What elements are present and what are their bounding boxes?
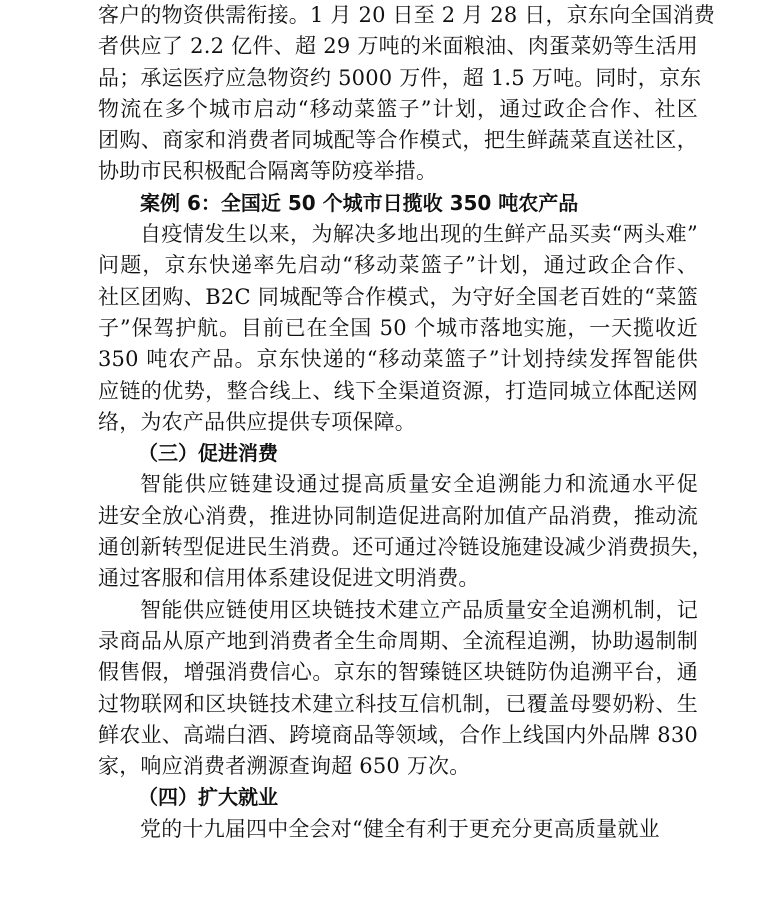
section-4-heading: （四）扩大就业 — [138, 785, 278, 810]
text-line: 鲜农业、高端白酒、跨境商品等领域，合作上线国内外品牌 830 — [98, 722, 698, 747]
text-line: 物流在多个城市启动“移动菜篮子”计划，通过政企合作、社区 — [98, 96, 698, 121]
text-line: 350 吨农产品。京东快递的“移动菜篮子”计划持续发挥智能供 — [98, 347, 698, 372]
text-line: 通创新转型促进民生消费。还可通过冷链设施建设减少消费损失， — [98, 535, 713, 560]
paragraph-consumption — [98, 469, 713, 594]
text-line: 者供应了 2.2 亿件、超 29 万吨的米面粮油、肉蛋菜奶等生活用 — [98, 34, 698, 59]
text-line: 品；承运医疗应急物资约 5000 万件，超 1.5 万吨。同时，京东 — [98, 65, 702, 90]
text-line: 智能供应链建设通过提高质量安全追溯能力和流通水平促 — [140, 472, 698, 497]
text-line: 过物联网和区块链技术建立科技互信机制，已覆盖母婴奶粉、生 — [98, 691, 698, 716]
document-page — [98, 0, 716, 845]
text-line: 智能供应链使用区块链技术建立产品质量安全追溯机制，记 — [140, 597, 698, 622]
text-line: 通过客服和信用体系建设促进文明消费。 — [98, 566, 480, 591]
text-line: 党的十九届四中全会对“健全有利于更充分更高质量就业 — [140, 816, 660, 841]
text-line: 客户的物资供需衔接。1 月 20 日至 2 月 28 日，京东向全国消费 — [98, 3, 716, 27]
paragraph-blockchain — [98, 595, 698, 783]
text-line: 应链的优势，整合线上、线下全渠道资源，打造同城立体配送网 — [98, 378, 698, 403]
text-line: 络，为农产品供应提供专项保障。 — [98, 409, 416, 434]
case-6-heading: 案例 6：全国近 50 个城市日揽收 350 吨农产品 — [140, 190, 579, 215]
text-line: 进安全放心消费，推进协同制造促进高附加值产品消费，推动流 — [98, 503, 698, 528]
text-line: 家，响应消费者溯源查询超 650 万次。 — [98, 754, 471, 779]
paragraph-case-6 — [98, 219, 698, 438]
text-line: 协助市民积极配合隔离等防疫举措。 — [98, 159, 438, 184]
paragraph-employment — [98, 814, 698, 845]
text-line: 团购、商家和消费者同城配等合作模式，把生鲜蔬菜直送社区， — [98, 128, 698, 153]
text-line: 问题，京东快递率先启动“移动菜篮子”计划，通过政企合作、 — [98, 253, 698, 278]
text-line: 子”保驾护航。目前已在全国 50 个城市落地实施，一天揽收近 — [98, 315, 698, 340]
section-3-heading: （三）促进消费 — [138, 441, 278, 466]
text-line: 社区团购、B2C 同城配等合作模式，为守好全国老百姓的“菜篮 — [98, 284, 698, 309]
text-line: 假售假，增强消费信心。京东的智臻链区块链防伪追溯平台，通 — [98, 660, 698, 685]
text-line: 自疫情发生以来，为解决多地出现的生鲜产品买卖“两头难” — [140, 222, 698, 247]
paragraph-logistics — [98, 0, 716, 188]
text-line: 录商品从原产地到消费者全生命周期、全流程追溯，协助遏制制 — [98, 628, 698, 653]
